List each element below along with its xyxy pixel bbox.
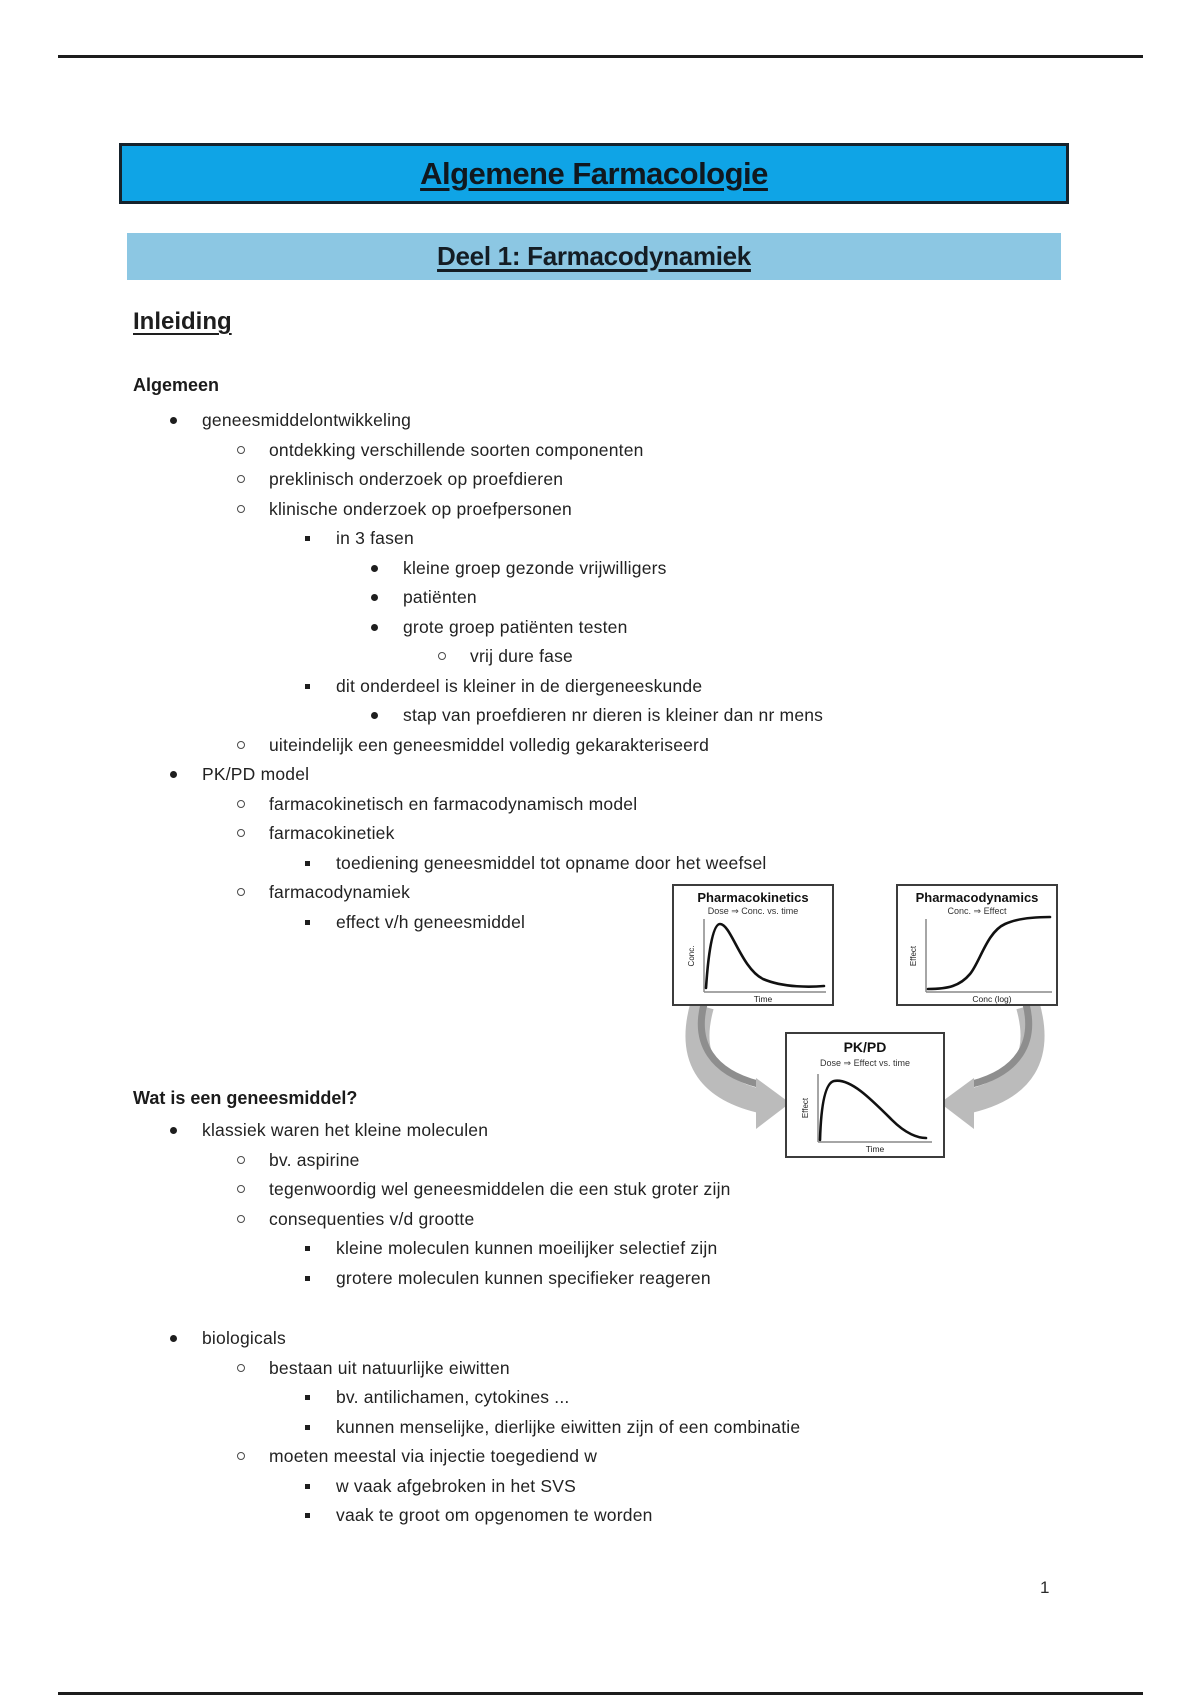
list-item-text: consequenties v/d grootte xyxy=(269,1208,475,1229)
list-item xyxy=(133,1324,1073,1354)
list-item xyxy=(133,583,1073,613)
bullet-circle-icon xyxy=(237,1215,245,1223)
list-item xyxy=(133,1442,1073,1472)
bullet-circle-icon xyxy=(237,1452,245,1460)
bullet-circle-icon xyxy=(237,1185,245,1193)
list-item-text: preklinisch onderzoek op proefdieren xyxy=(269,469,564,489)
pd-title: Pharmacodynamics xyxy=(915,890,1039,905)
bullet-circle-icon xyxy=(438,652,446,660)
heading-inleiding: Inleiding xyxy=(133,308,232,335)
list-item-text: farmacodynamiek xyxy=(269,882,411,902)
subtitle-box xyxy=(127,233,1061,280)
list-item xyxy=(133,1175,1073,1205)
bullet-square-icon xyxy=(305,861,310,866)
list-item xyxy=(133,524,1073,554)
pharmacokinetics-chart xyxy=(673,885,833,1005)
list-item-text: toediening geneesmiddel tot opname door het weefsel xyxy=(336,852,767,873)
list-item xyxy=(133,465,1073,495)
list-item xyxy=(133,495,1073,525)
title-box xyxy=(119,143,1069,204)
bullet-disc-icon xyxy=(170,1335,177,1342)
list-item-text: moeten meestal via injectie toegediend w xyxy=(269,1446,598,1466)
bullet-circle-icon xyxy=(237,505,245,513)
bullet-disc-icon xyxy=(371,565,378,572)
list-item xyxy=(133,1116,1073,1146)
list-item xyxy=(133,1205,1073,1235)
pd-xlabel: Conc (log) xyxy=(972,994,1012,1004)
list-item xyxy=(133,406,1073,436)
bullet-square-icon xyxy=(305,920,310,925)
list-item-text: bestaan uit natuurlijke eiwitten xyxy=(269,1357,510,1378)
list-item-text: uiteindelijk een geneesmiddel volledig gekarakteriseerd xyxy=(269,734,710,755)
list-item xyxy=(133,613,1073,643)
list-item-text: bv. aspirine xyxy=(269,1149,360,1170)
list-item xyxy=(133,1264,1073,1294)
bullet-square-icon xyxy=(305,1513,310,1518)
list-item xyxy=(133,1383,1073,1413)
outline-list-geneesmiddel xyxy=(133,1116,1073,1531)
list-item-text: stap van proefdieren nr dieren is kleiner dan nr mens xyxy=(403,705,824,725)
pkpd-xlabel: Time xyxy=(865,1144,885,1154)
bullet-disc-icon xyxy=(170,771,177,778)
bottom-rule xyxy=(58,1692,1143,1695)
bullet-square-icon xyxy=(305,1484,310,1489)
list-item-text: effect v/h geneesmiddel xyxy=(336,911,526,932)
heading-wat-is-een-geneesmiddel: Wat is een geneesmiddel? xyxy=(133,1088,358,1108)
pd-subtitle: Conc. ⇒ Effect xyxy=(947,906,1007,916)
bullet-circle-icon xyxy=(237,829,245,837)
bullet-square-icon xyxy=(305,1395,310,1400)
bullet-circle-icon xyxy=(237,1364,245,1372)
pkpd-ylabel: Effect xyxy=(801,1097,810,1119)
list-item-text: geneesmiddelontwikkeling xyxy=(202,410,412,430)
list-item-text: kleine moleculen kunnen moeilijker selectief zijn xyxy=(336,1238,718,1258)
list-item xyxy=(133,1234,1073,1264)
list-item xyxy=(133,731,1073,761)
list-item xyxy=(133,1354,1073,1384)
pkpd-title: PK/PD xyxy=(843,1039,887,1055)
bullet-square-icon xyxy=(305,536,310,541)
list-item-text: kunnen menselijke, dierlijke eiwitten zijn of een combinatie xyxy=(336,1416,801,1437)
list-item xyxy=(133,760,1073,790)
bullet-square-icon xyxy=(305,1246,310,1251)
list-item xyxy=(133,672,1073,702)
list-item-text: farmacokinetiek xyxy=(269,823,395,843)
pk-xlabel: Time xyxy=(753,994,773,1004)
bullet-circle-icon xyxy=(237,741,245,749)
list-item xyxy=(133,1413,1073,1443)
list-item-text: ontdekking verschillende soorten componenten xyxy=(269,439,644,460)
list-item xyxy=(133,642,1073,672)
bullet-square-icon xyxy=(305,684,310,689)
list-item xyxy=(133,819,1073,849)
list-item xyxy=(133,849,1073,879)
list-item xyxy=(133,554,1073,584)
list-item xyxy=(133,1146,1073,1176)
bullet-disc-icon xyxy=(371,712,378,719)
pkpd-subtitle: Dose ⇒ Effect vs. time xyxy=(820,1058,910,1068)
list-item-text: patiënten xyxy=(403,587,477,607)
heading-algemeen: Algemeen xyxy=(133,375,220,395)
list-item-text: bv. antilichamen, cytokines ... xyxy=(336,1387,570,1407)
top-rule xyxy=(58,55,1143,58)
document-title: Algemene Farmacologie xyxy=(420,155,768,191)
page-number: 1 xyxy=(1040,1578,1050,1597)
list-item-text: biologicals xyxy=(202,1328,286,1348)
list-item-text: grote groep patiënten testen xyxy=(403,616,628,637)
bullet-disc-icon xyxy=(170,417,177,424)
bullet-disc-icon xyxy=(371,624,378,631)
list-item-text: kleine groep gezonde vrijwilligers xyxy=(403,557,667,578)
list-item-text: klinische onderzoek op proefpersonen xyxy=(269,498,572,519)
list-item-text: vaak te groot om opgenomen te worden xyxy=(336,1505,653,1525)
pd-ylabel: Effect xyxy=(909,945,918,967)
pk-title: Pharmacokinetics xyxy=(697,890,809,905)
left-curved-arrow-icon xyxy=(697,1004,790,1129)
list-item-text: PK/PD model xyxy=(202,764,310,784)
list-item-text: grotere moleculen kunnen specifieker reageren xyxy=(336,1267,711,1288)
list-item-text: w vaak afgebroken in het SVS xyxy=(336,1475,577,1496)
bullet-disc-icon xyxy=(170,1127,177,1134)
list-item-text: in 3 fasen xyxy=(336,528,414,548)
bullet-disc-icon xyxy=(371,594,378,601)
list-item xyxy=(133,1501,1073,1531)
list-item xyxy=(133,790,1073,820)
document-subtitle: Deel 1: Farmacodynamiek xyxy=(437,241,751,271)
pharmacodynamics-chart xyxy=(897,885,1057,1005)
pk-subtitle: Dose ⇒ Conc. vs. time xyxy=(707,906,799,916)
list-item-text: farmacokinetisch en farmacodynamisch model xyxy=(269,793,638,814)
bullet-circle-icon xyxy=(237,800,245,808)
list-item-text: klassiek waren het kleine moleculen xyxy=(202,1120,489,1140)
bullet-circle-icon xyxy=(237,1156,245,1164)
list-item xyxy=(133,701,1073,731)
pk-ylabel: Conc. xyxy=(687,945,696,967)
list-item-text: dit onderdeel is kleiner in de diergeneeskunde xyxy=(336,675,703,696)
right-curved-arrow-icon xyxy=(940,1004,1033,1129)
bullet-circle-icon xyxy=(237,888,245,896)
list-item-text: tegenwoordig wel geneesmiddelen die een stuk groter zijn xyxy=(269,1179,731,1199)
list-item-text: vrij dure fase xyxy=(470,646,573,666)
bullet-circle-icon xyxy=(237,446,245,454)
list-item xyxy=(133,1472,1073,1502)
list-item xyxy=(133,436,1073,466)
bullet-square-icon xyxy=(305,1276,310,1281)
outline-list-algemeen xyxy=(133,406,1073,937)
bullet-circle-icon xyxy=(237,475,245,483)
bullet-square-icon xyxy=(305,1425,310,1430)
